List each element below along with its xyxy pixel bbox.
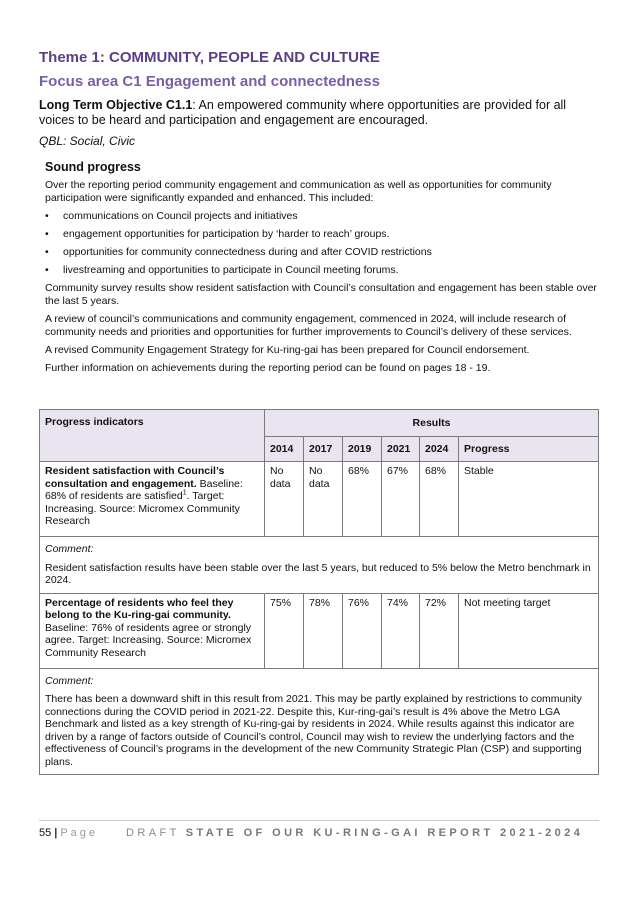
comment-cell [40,537,599,594]
page-word: Page [60,827,99,839]
result-value: 67% [382,462,420,537]
table-row [40,462,599,537]
result-value: No data [304,462,343,537]
comment-text: Resident satisfaction results have been stable over the last 5 years, but reduced to 5% below the Metro benchmark in 2024. [45,561,591,586]
page-number: 55 [39,827,52,839]
theme-title: Theme 1: COMMUNITY, PEOPLE AND CULTURE [39,49,380,66]
header-year: 2014 [265,437,304,462]
result-value: 78% [304,593,343,668]
qbl-line: QBL: Social, Civic [39,134,136,148]
comment-cell [40,668,599,775]
comment-row [40,668,599,775]
progress-status: Stable [459,462,599,537]
focus-area-title: Focus area C1 Engagement and connectedness [39,73,380,90]
footnote-marker: 1 [182,489,187,497]
header-results: Results [265,410,599,437]
result-value: 74% [382,593,420,668]
bullet-item: • engagement opportunities for participation by ‘harder to reach’ groups. [45,228,390,240]
header-year: 2017 [304,437,343,462]
sound-progress-section [45,159,599,375]
bullet-list [45,210,599,277]
table-row [40,593,599,668]
objective-label: Long Term Objective C1.1 [39,98,193,112]
result-value: 72% [420,593,459,668]
page-content [39,48,599,375]
paragraph: A review of council’s communications and community engagement, commenced in 2024, will include research of community needs and priorities and opportunities for further improvements to Council’s delivery of these services. [45,313,572,338]
header-year: 2019 [343,437,382,462]
report-title: STATE OF OUR KU-RING-GAI REPORT 2021-2024 [185,827,584,839]
bullet-item: • livestreaming and opportunities to participate in Council meeting forums. [45,264,399,276]
header-progress-indicators: Progress indicators [40,410,265,462]
paragraph: A revised Community Engagement Strategy for Ku-ring-gai has been prepared for Council endorsement. [45,344,530,356]
bullet-item: • opportunities for community connectedness during and after COVID restrictions [45,246,432,258]
header-progress: Progress [459,437,599,462]
paragraph: Community survey results show resident satisfaction with Council’s consultation and engagement has been stable over the last 5 years. [45,282,597,307]
progress-indicators-table [39,409,599,775]
result-value: 76% [343,593,382,668]
progress-status: Not meeting target [459,593,599,668]
comment-label: Comment: [45,674,94,687]
intro-paragraph: Over the reporting period community engagement and communication as well as opportunities for community participation were significantly expanded and enhanced. This included: [45,179,552,204]
result-value: No data [265,462,304,537]
indicator-cell [40,462,265,537]
header-year: 2021 [382,437,420,462]
result-value: 68% [343,462,382,537]
result-value: 68% [420,462,459,537]
long-term-objective [39,98,599,128]
indicator-cell [40,593,265,668]
comment-row [40,537,599,594]
indicator-description: Baseline: 68% of residents are satisfied [45,477,243,502]
footer-separator: | [54,827,58,839]
paragraph: Further information on achievements during the reporting period can be found on pages 18 - 19. [45,362,491,374]
objective-text: : An empowered community where opportunities are provided for all voices to be heard and participation and engagement are encouraged. [39,98,567,127]
section-heading: Sound progress [45,160,141,174]
indicator-description: . Target: Increasing. Source: Micromex Community Research [45,490,240,527]
indicator-title: Percentage of residents who feel they belong to the Ku-ring-gai community. [45,596,234,621]
comment-text: There has been a downward shift in this result from 2021. This may be partly explained by restrictions to community connections during the COVID period in 2021-22. Despite this, Kur-ring-gai’s result is 4% above the Metro LGA Benchmark and listed as a key strength of Ku-ring-gai by residents in 2024. While results against this indicator are driven by a range of factors outside of Council’s control, Council may wish to review the underlying factors and the effectiveness of Council’s programs in the development of the new Community Strategic Plan (CSP) and supporting plans. [45,693,582,768]
indicator-title: Resident satisfaction with Council’s consultation and engagement. [45,465,225,490]
bullet-item: • communications on Council projects and initiatives [45,210,298,222]
comment-label: Comment: [45,543,94,555]
page-footer [39,820,599,839]
indicator-description: Baseline: 76% of residents agree or strongly agree. Target: Increasing. Source: Micromex Community Research [45,621,252,659]
result-value: 75% [265,593,304,668]
draft-label: DRAFT [126,827,180,839]
header-year: 2024 [420,437,459,462]
